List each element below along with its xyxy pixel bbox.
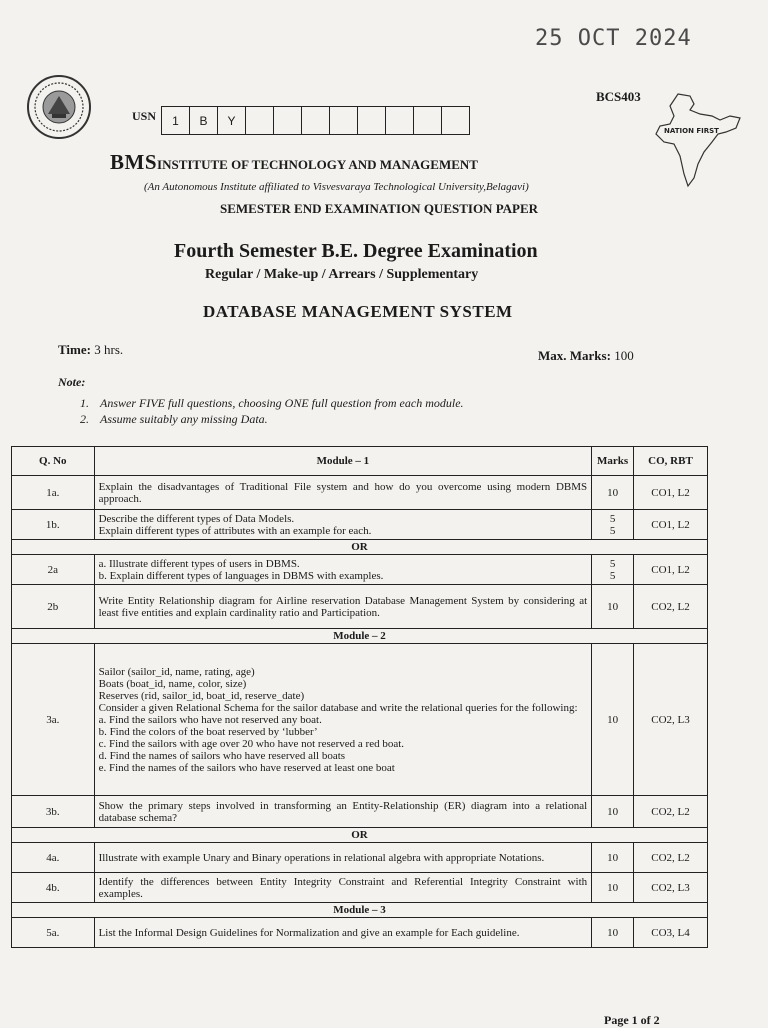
marks-part: 5 (609, 512, 616, 525)
question-text: Identify the differences between Entity Integrity Constraint and Referential Integrity Constraint with examples. (94, 873, 592, 903)
note-label: Note: (58, 375, 86, 389)
usn-box[interactable] (413, 106, 442, 135)
note-list (80, 395, 464, 427)
table-header-row (12, 447, 708, 476)
question-marks (592, 510, 634, 540)
usn-box[interactable]: B (189, 106, 218, 135)
max-marks-value: 100 (614, 348, 634, 363)
usn-box[interactable]: 1 (161, 106, 190, 135)
question-marks: 10 (592, 843, 634, 873)
module-separator (12, 629, 708, 644)
question-number: 4a. (12, 843, 95, 873)
or-label: OR (12, 540, 708, 555)
table-row (12, 585, 708, 629)
question-number: 2b (12, 585, 95, 629)
usn-box[interactable] (357, 106, 386, 135)
question-co: CO1, L2 (633, 555, 707, 585)
table-row (12, 873, 708, 903)
course-code: BCS403 (596, 89, 641, 104)
question-co: CO2, L2 (633, 796, 707, 828)
question-marks: 10 (592, 476, 634, 510)
question-line: b. Explain different types of languages in DBMS with examples. (98, 569, 384, 582)
question-text: Illustrate with example Unary and Binary operations in relational algebra with appropriate Notations. (94, 843, 592, 873)
question-co: CO2, L3 (633, 873, 707, 903)
or-separator (12, 540, 708, 555)
question-line: d. Find the names of sailors who have reserved all boats (98, 749, 346, 762)
question-co: CO3, L4 (633, 918, 707, 948)
question-number: 1b. (12, 510, 95, 540)
usn-box[interactable] (245, 106, 274, 135)
header-co: CO, RBT (633, 447, 707, 476)
map-label: NATION FIRST (664, 127, 719, 135)
module-separator (12, 903, 708, 918)
marks-part: 5 (609, 557, 616, 570)
question-line: Describe the different types of Data Models. (98, 512, 295, 525)
question-marks: 10 (592, 585, 634, 629)
question-co: CO2, L3 (633, 644, 707, 796)
question-line: Sailor (sailor_id, name, rating, age) (98, 665, 255, 678)
marks-part: 5 (609, 569, 616, 582)
usn-box[interactable] (385, 106, 414, 135)
date-stamp: 25 OCT 2024 (535, 26, 692, 51)
question-text: List the Informal Design Guidelines for Normalization and give an example for Each guideline. (94, 918, 592, 948)
question-co: CO1, L2 (633, 510, 707, 540)
question-number: 3b. (12, 796, 95, 828)
question-line: Boats (boat_id, name, color, size) (98, 677, 247, 690)
question-line: e. Find the names of the sailors who have reserved at least one boat (98, 761, 395, 774)
question-marks: 10 (592, 644, 634, 796)
note-item (80, 395, 464, 411)
or-separator (12, 828, 708, 843)
question-marks: 10 (592, 796, 634, 828)
or-label: OR (12, 828, 708, 843)
question-text (94, 510, 592, 540)
question-marks (592, 555, 634, 585)
module-label: Module – 3 (12, 903, 708, 918)
max-marks-label: Max. Marks: (538, 348, 611, 363)
header-marks: Marks (592, 447, 634, 476)
table-row (12, 644, 708, 796)
question-line: a. Illustrate different types of users in DBMS. (98, 557, 300, 570)
subject-title: DATABASE MANAGEMENT SYSTEM (203, 302, 513, 321)
question-line: a. Find the sailors who have not reserved any boat. (98, 713, 322, 726)
question-marks: 10 (592, 873, 634, 903)
table-row (12, 843, 708, 873)
usn-box[interactable] (441, 106, 470, 135)
institute-affiliation: (An Autonomous Institute affiliated to Visvesvaraya Technological University,Belagavi) (144, 181, 529, 193)
note-number: 1. (80, 396, 89, 410)
note-text: Assume suitably any missing Data. (100, 412, 268, 426)
question-line: c. Find the sailors with age over 20 who have not reserved a red boat. (98, 737, 405, 750)
question-text (94, 644, 592, 796)
table-row (12, 796, 708, 828)
question-line: b. Find the colors of the boat reserved by ‘lubber’ (98, 725, 318, 738)
note-text: Answer FIVE full questions, choosing ONE full question from each module. (100, 396, 464, 410)
time-label: Time: (58, 342, 91, 357)
question-text: Show the primary steps involved in transforming an Entity-Relationship (ER) diagram into a relational database schema? (94, 796, 592, 828)
question-line: Reserves (rid, sailor_id, boat_id, reserve_date) (98, 689, 305, 702)
usn-boxes (162, 106, 470, 135)
question-table (11, 446, 708, 948)
usn-box[interactable] (301, 106, 330, 135)
institute-full-name: INSTITUTE OF TECHNOLOGY AND MANAGEMENT (157, 157, 478, 172)
question-co: CO2, L2 (633, 843, 707, 873)
question-line: Consider a given Relational Schema for the sailor database and write the relational queries for the following: (98, 701, 578, 714)
table-row (12, 555, 708, 585)
marks-part: 5 (609, 524, 616, 537)
question-number: 2a (12, 555, 95, 585)
exam-type: SEMESTER END EXAMINATION QUESTION PAPER (220, 201, 539, 216)
header-module: Module – 1 (94, 447, 592, 476)
exam-title: Fourth Semester B.E. Degree Examination (174, 240, 538, 262)
question-number: 1a. (12, 476, 95, 510)
note-item (80, 411, 464, 427)
question-number: 5a. (12, 918, 95, 948)
header-qno: Q. No (12, 447, 95, 476)
india-map-icon (650, 90, 745, 190)
institute-prefix: BMS (110, 150, 158, 174)
question-text (94, 555, 592, 585)
table-row (12, 510, 708, 540)
module-label: Module – 2 (12, 629, 708, 644)
usn-box[interactable]: Y (217, 106, 246, 135)
question-line: Explain different types of attributes with an example for each. (98, 524, 372, 537)
usn-box[interactable] (329, 106, 358, 135)
usn-label: USN (132, 109, 157, 123)
institute-logo-icon (26, 74, 92, 140)
table-row (12, 918, 708, 948)
question-text: Write Entity Relationship diagram for Airline reservation Database Management System by considering at least five entities and explain cardinality ratio and Participation. (94, 585, 592, 629)
time-info (58, 342, 123, 358)
note-number: 2. (80, 412, 89, 426)
institute-name (110, 150, 478, 175)
question-co: CO2, L2 (633, 585, 707, 629)
time-value: 3 hrs. (94, 342, 124, 357)
table-row (12, 476, 708, 510)
page-number: Page 1 of 2 (604, 1013, 660, 1027)
usn-box[interactable] (273, 106, 302, 135)
question-text: Explain the disadvantages of Traditional File system and how do you overcome using modern DBMS approach. (94, 476, 592, 510)
question-number: 4b. (12, 873, 95, 903)
question-marks: 10 (592, 918, 634, 948)
max-marks-info (538, 348, 634, 364)
exam-subtitle: Regular / Make-up / Arrears / Supplementary (205, 267, 479, 282)
question-number: 3a. (12, 644, 95, 796)
question-co: CO1, L2 (633, 476, 707, 510)
